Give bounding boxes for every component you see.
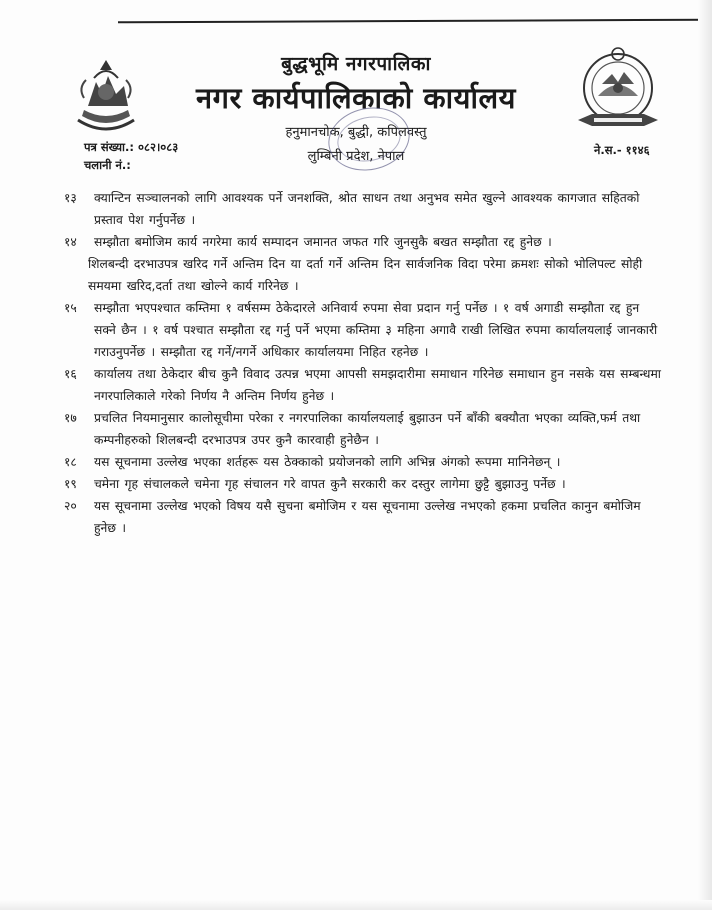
term-text: यस सूचनामा उल्लेख भएको विषय यसै सुचना बमोजिम र यस सूचनामा उल्लेख नभएको हकमा प्रचलित कानुन बमोजिम हुनेछ । bbox=[94, 499, 641, 535]
letter-number: पत्र संख्या.: ०८२।०८३ bbox=[84, 140, 179, 154]
term-text: चमेना गृह संचालकले चमेना गृह संचालन गरे वापत कुनै सरकारी कर दस्तुर लागेमा छुट्टै बुझाउनु पर्नेछ । bbox=[94, 477, 566, 491]
term-text: कार्यालय तथा ठेकेदार बीच कुनै विवाद उत्पन्न भएमा आपसी समझदारीमा समाधान गरिनेछ समाधान हुन नसके यस सम्बन्धमा नगरपालिकाले गरेको निर्णय नै अन्तिम निर्णय हुनेछ । bbox=[94, 367, 661, 403]
top-rule bbox=[118, 19, 708, 24]
term-item bbox=[64, 187, 664, 231]
term-text: सम्झौता बमोजिम कार्य नगरेमा कार्य सम्पादन जमानत जफत गरि जुनसुकै बखत सम्झौता रद्द हुनेछ । bbox=[94, 235, 552, 249]
office-address: हनुमानचोक, बुद्धी, कपिलवस्तु bbox=[285, 125, 427, 140]
term-number: १८ bbox=[64, 455, 77, 469]
term-item bbox=[64, 297, 664, 363]
term-item bbox=[64, 473, 664, 495]
term-item bbox=[64, 495, 664, 539]
term-text: क्यान्टिन सञ्चालनको लागि आवश्यक पर्ने जनशक्ति, श्रोत साधन तथा अनुभव समेत खुल्ने आवश्यक कागजात सहितको प्रस्ताव पेश गर्नुपर्नेछ । bbox=[94, 191, 640, 227]
municipality-name: बुद्धभूमि नगरपालिका bbox=[281, 53, 431, 75]
office-title: नगर कार्यपालिकाको कार्यालय bbox=[196, 81, 516, 115]
dispatch-number: चलानी नं.: bbox=[84, 158, 131, 172]
office-province: लुम्बिनी प्रदेश, नेपाल bbox=[307, 149, 405, 164]
term-item bbox=[64, 231, 664, 253]
term-number: १५ bbox=[64, 301, 77, 315]
term-item bbox=[64, 363, 664, 407]
term-number: १७ bbox=[64, 411, 77, 425]
term-text: सम्झौता भएपश्चात कम्तिमा १ वर्षसम्म ठेकेदारले अनिवार्य रुपमा सेवा प्रदान गर्नु पर्नेछ । १ वर्ष अगाडी सम्झौता रद्द हुन सक्ने छैन । १ वर्ष पश्चात सम्झौता रद्द गर्नु पर्ने भएमा कम्तिमा ३ महिना अगावै राखी लिखित रुपमा कार्यालयलाई जानकारी गराउनुपर्नेछ । सम्झौता रद्द गर्ने/नगर्ने अधिकार कार्यालयमा निहित रहनेछ । bbox=[94, 301, 658, 359]
term-number: १६ bbox=[64, 367, 77, 381]
term-text: यस सूचनामा उल्लेख भएका शर्तहरू यस ठेक्काको प्रयोजनको लागि अभिन्न अंगको रूपमा मानिनेछन् । bbox=[94, 455, 561, 469]
nepal-samvat-date: ने.स.- ११४६ bbox=[594, 143, 650, 157]
term-number: १३ bbox=[64, 191, 77, 205]
term-item bbox=[64, 451, 664, 473]
term-text: प्रचलित नियमानुसार कालोसूचीमा परेका र नगरपालिका कार्यालयलाई बुझाउन पर्ने बाँकी बक्यौता भएका व्यक्ति,फर्म तथा कम्पनीहरुको शिलबन्दी दरभाउपत्र उपर कुनै कारवाही हुनेछैन । bbox=[94, 411, 641, 447]
terms-list bbox=[64, 187, 664, 539]
term-continuation: शिलबन्दी दरभाउपत्र खरिद गर्ने अन्तिम दिन या दर्ता गर्ने अन्तिम दिन सार्वजनिक विदा परेमा क्रमशः सोको भोलिपल्ट सोही समयमा खरिद,दर्ता तथा खोल्ने कार्य गरिनेछ । bbox=[88, 257, 643, 293]
term-item bbox=[64, 407, 664, 451]
term-number: १४ bbox=[64, 235, 77, 249]
page-bottom-shadow bbox=[0, 900, 712, 910]
term-number: २० bbox=[64, 499, 77, 513]
term-number: १९ bbox=[64, 477, 77, 491]
